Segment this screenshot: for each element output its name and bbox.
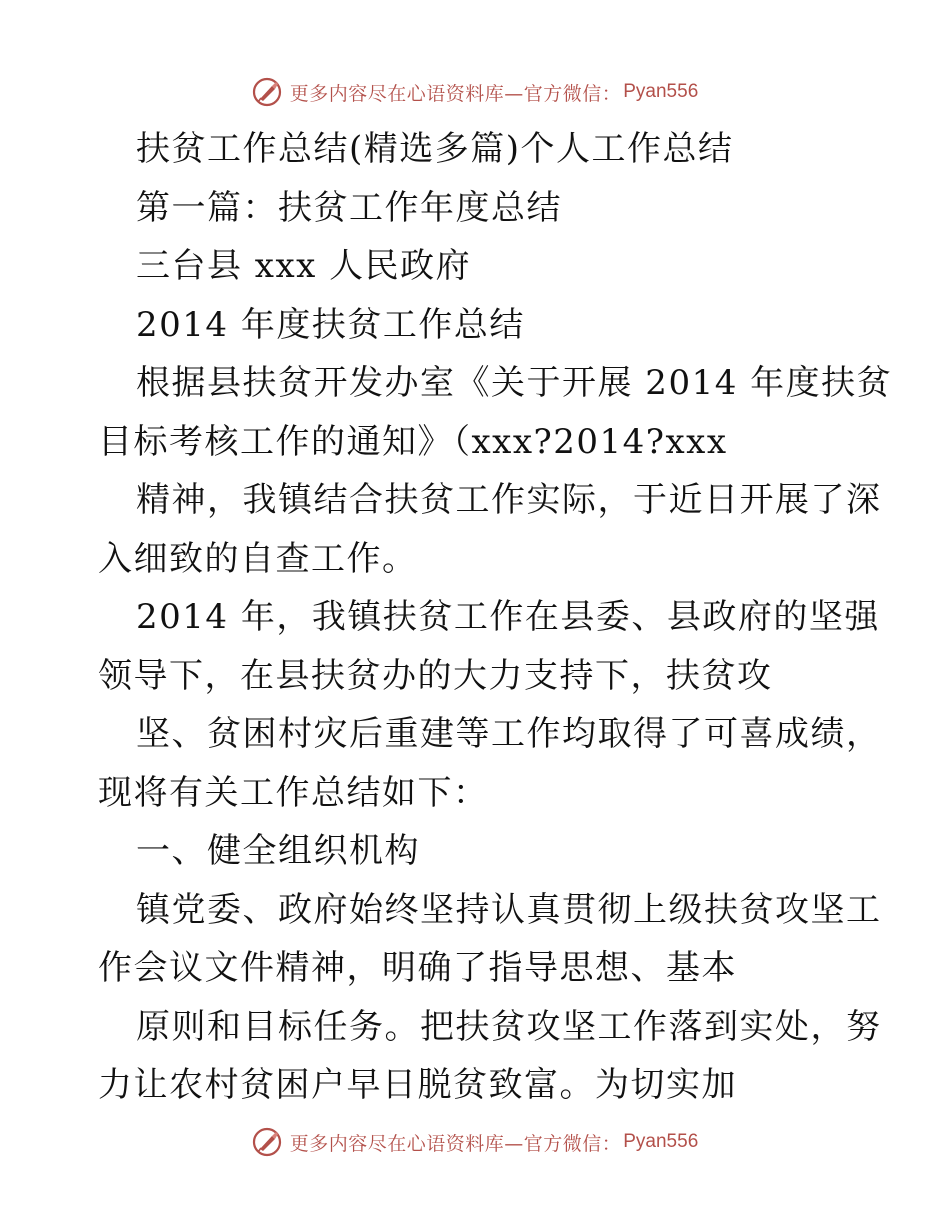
paragraph-line: 现将有关工作总结如下：	[98, 772, 489, 813]
section-heading: 第一篇：扶贫工作年度总结	[136, 187, 562, 228]
watermark-text: 更多内容尽在心语资料库—官方微信：	[289, 1132, 622, 1155]
document-body	[98, 120, 893, 1115]
paragraph-line: 根据县扶贫开发办室《关于开展 2014 年度扶贫	[136, 363, 893, 403]
paragraph-line: 精神，我镇结合扶贫工作实际，于近日开展了深	[136, 480, 882, 520]
paragraph-line: 作会议文件精神，明确了指导思想、基本	[98, 948, 737, 988]
watermark-wechat-id: Pyan556	[623, 1131, 699, 1152]
paragraph-line: 坚、贫困村灾后重建等工作均取得了可喜成绩，	[136, 714, 882, 754]
quill-pen-logo-icon	[252, 1127, 282, 1157]
paragraph-line: 镇党委、政府始终坚持认真贯彻上级扶贫攻坚工	[136, 889, 882, 930]
paragraph-line: 原则和目标任务。把扶贫攻坚工作落到实处，努	[136, 1006, 882, 1047]
footer-watermark	[0, 1122, 950, 1162]
subsection-heading: 一、健全组织机构	[136, 831, 420, 871]
issuer-line: 三台县 xxx 人民政府	[136, 246, 472, 286]
watermark-text: 更多内容尽在心语资料库—官方微信：	[289, 82, 622, 105]
paragraph-line: 领导下，在县扶贫办的大力支持下，扶贫攻	[98, 655, 773, 696]
paragraph-line: 2014 年，我镇扶贫工作在县委、县政府的坚强	[136, 597, 880, 637]
paragraph-line: 目标考核工作的通知》（xxx?2014?xxx	[98, 421, 728, 462]
header-watermark	[0, 72, 950, 112]
paragraph-line: 入细致的自查工作。	[98, 538, 418, 579]
paragraph-line: 力让农村贫困户早日脱贫致富。为切实加	[98, 1065, 737, 1105]
watermark-wechat-id: Pyan556	[623, 81, 699, 102]
report-title: 2014 年度扶贫工作总结	[136, 304, 525, 345]
doc-title: 扶贫工作总结(精选多篇)个人工作总结	[136, 129, 734, 169]
quill-pen-logo-icon	[252, 77, 282, 107]
